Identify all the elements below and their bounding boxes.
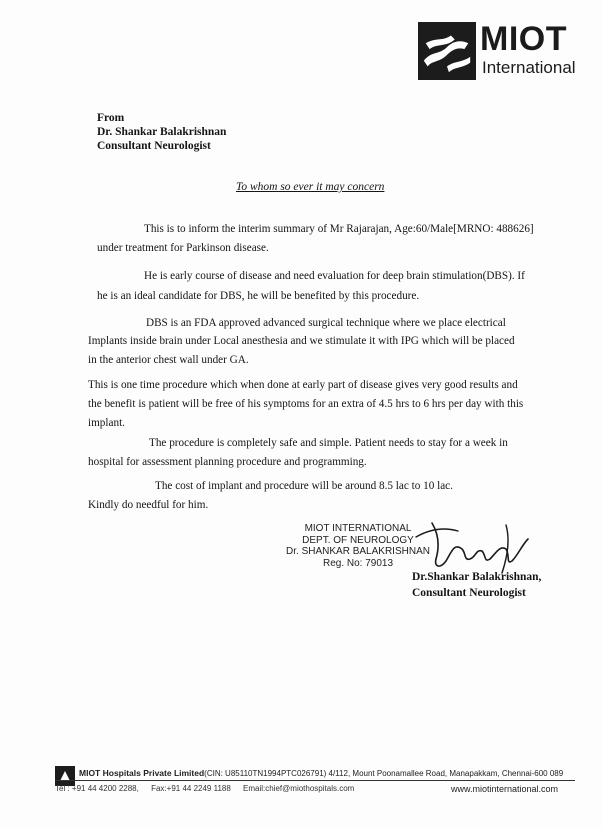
paragraph-5 — [149, 434, 508, 453]
footer-website: www.miotinternational.com — [451, 784, 559, 794]
footer-contact-line — [55, 784, 364, 793]
from-block — [97, 111, 226, 153]
paragraph-line: Implants inside brain under Local anesthesia and we stimulate it with IPG which will be placed — [88, 335, 515, 347]
paragraph-3-cont — [88, 332, 515, 370]
handwritten-signature — [410, 515, 535, 577]
from-title: Consultant Neurologist — [97, 140, 211, 152]
paragraph-line: the benefit is patient will be free of his symptoms for an extra of 4.5 hrs to 6 hrs per day with this — [88, 398, 524, 410]
footer-tel: Tel : +91 44 4200 2288, — [55, 784, 139, 793]
footer-logo-icon — [55, 766, 75, 786]
signoff-title: Consultant Neurologist — [412, 587, 526, 599]
paragraph-1-cont — [97, 239, 269, 258]
stamp-line-3: Dr. SHANKAR BALAKRISHNAN — [286, 546, 430, 557]
paragraph-line: He is early course of disease and need evaluation for deep brain stimulation(DBS). If — [144, 270, 525, 282]
subject-line: To whom so ever it may concern — [236, 181, 385, 193]
signoff-block — [412, 569, 541, 601]
paragraph-line: under treatment for Parkinson disease. — [97, 242, 269, 254]
paragraph-line: The procedure is completely safe and simple. Patient needs to stay for a week in — [149, 437, 508, 449]
miot-logo — [418, 18, 593, 84]
paragraph-line: The cost of implant and procedure will be around 8.5 lac to 10 lac. — [155, 480, 453, 492]
footer-company-line — [79, 768, 563, 778]
paragraph-line: in the anterior chest wall under GA. — [88, 354, 249, 366]
paragraph-line: This is to inform the interim summary of Mr Rajarajan, Age:60/Male[MRNO: 488626] — [144, 223, 534, 235]
paragraph-line: This is one time procedure which when done at early part of disease gives very good results and — [88, 379, 518, 391]
stamp-line-2: DEPT. OF NEUROLOGY — [302, 534, 414, 546]
miot-hands-icon — [418, 22, 476, 80]
paragraph-line: he is an ideal candidate for DBS, he will be benefited by this procedure. — [97, 290, 420, 302]
footer-company: MIOT Hospitals Private Limited — [79, 768, 205, 778]
paragraph-2-cont — [97, 287, 419, 306]
from-label: From — [97, 112, 125, 124]
paragraph-line: Kindly do needful for him. — [88, 499, 209, 511]
paragraph-line: implant. — [88, 417, 125, 429]
paragraph-2 — [144, 267, 525, 286]
footer-address: (CIN: U85110TN1994PTC026791) 4/112, Mount Poonamallee Road, Manapakkam, Chennai-600 089 — [204, 769, 564, 778]
letterhead-footer — [55, 764, 575, 804]
footer-email: Email:chief@miothospitals.com — [243, 784, 355, 793]
stamp-line-4: Reg. No: 79013 — [322, 557, 394, 569]
signoff-name: Dr.Shankar Balakrishnan, — [412, 571, 542, 583]
paragraph-6 — [155, 477, 453, 496]
footer-divider — [55, 780, 575, 781]
paragraph-7 — [88, 496, 208, 515]
stamp-line-1: MIOT INTERNATIONAL — [304, 523, 412, 534]
paragraph-4 — [88, 376, 523, 433]
logo-name: MIOT — [480, 20, 567, 58]
logo-subtitle: International — [482, 58, 576, 77]
paragraph-line: DBS is an FDA approved advanced surgical technique where we place electrical — [146, 317, 506, 329]
from-name: Dr. Shankar Balakrishnan — [97, 126, 227, 138]
paragraph-1 — [144, 220, 534, 239]
paragraph-5-cont — [88, 453, 367, 472]
footer-fax: Fax:+91 44 2249 1188 — [151, 784, 231, 793]
paragraph-3 — [146, 314, 506, 333]
paragraph-line: hospital for assessment planning procedure and programming. — [88, 456, 367, 468]
